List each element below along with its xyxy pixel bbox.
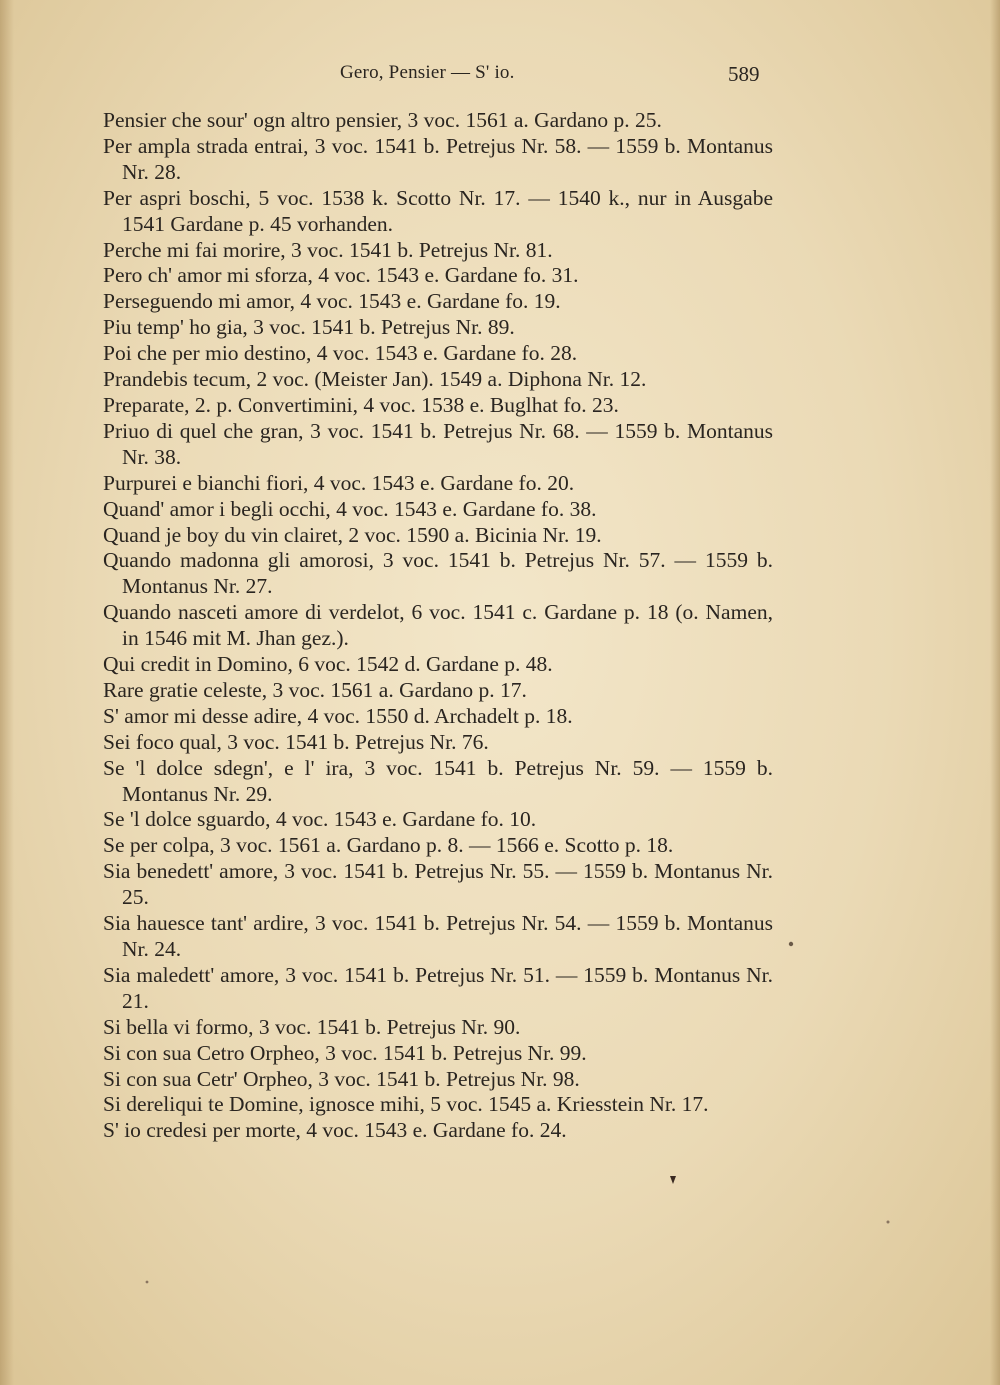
index-entry-list — [103, 108, 773, 1144]
index-entry: Qui credit in Domino, 6 voc. 1542 d. Gardane p. 48. — [103, 652, 553, 677]
index-entry: Si bella vi formo, 3 voc. 1541 b. Petrejus Nr. 90. — [103, 1014, 521, 1039]
page-edge-shadow-right — [990, 0, 1000, 1385]
index-entry: Preparate, 2. p. Convertimini, 4 voc. 1538 e. Buglhat fo. 23. — [103, 392, 619, 417]
index-entry: Piu temp' ho gia, 3 voc. 1541 b. Petrejus Nr. 89. — [103, 315, 515, 340]
speck — [146, 1281, 149, 1284]
index-entry: Priuo di quel che gran, 3 voc. 1541 b. Petrejus Nr. 68. — 1559 b. Montanus Nr. 38. — [103, 418, 773, 469]
index-entry: S' io credesi per morte, 4 voc. 1543 e. Gardane fo. 24. — [103, 1118, 567, 1143]
page-number: 589 — [728, 62, 760, 86]
index-entry: Prandebis tecum, 2 voc. (Meister Jan). 1549 a. Diphona Nr. 12. — [103, 367, 647, 392]
index-entry: Per ampla strada entrai, 3 voc. 1541 b. Petrejus Nr. 58. — 1559 b. Montanus Nr. 28. — [103, 133, 773, 184]
running-head: Gero, Pensier — S' io. — [340, 62, 515, 83]
index-entry: Pero ch' amor mi sforza, 4 voc. 1543 e. Gardane fo. 31. — [103, 263, 579, 288]
index-entry: Quand' amor i begli occhi, 4 voc. 1543 e. Gardane fo. 38. — [103, 496, 597, 521]
index-entry: Rare gratie celeste, 3 voc. 1561 a. Gardano p. 17. — [103, 677, 527, 702]
index-entry: Perche mi fai morire, 3 voc. 1541 b. Petrejus Nr. 81. — [103, 237, 553, 262]
index-entry: S' amor mi desse adire, 4 voc. 1550 d. Archadelt p. 18. — [103, 703, 573, 728]
index-entry: Pensier che sour' ogn altro pensier, 3 voc. 1561 a. Gardano p. 25. — [103, 108, 662, 132]
index-entry: Per aspri boschi, 5 voc. 1538 k. Scotto Nr. 17. — 1540 k., nur in Ausgabe 1541 Gardane p. 45 vorhanden. — [103, 185, 773, 236]
speck — [670, 1176, 676, 1184]
index-entry: Quand je boy du vin clairet, 2 voc. 1590 a. Bicinia Nr. 19. — [103, 522, 602, 547]
index-entry: Sia maledett' amore, 3 voc. 1541 b. Petrejus Nr. 51. — 1559 b. Montanus Nr. 21. — [103, 962, 773, 1013]
index-entry: Quando nasceti amore di verdelot, 6 voc. 1541 c. Gardane p. 18 (o. Namen, in 1546 mit M. Jhan gez.). — [103, 600, 773, 651]
index-entry: Sei foco qual, 3 voc. 1541 b. Petrejus Nr. 76. — [103, 729, 489, 754]
index-entry: Si con sua Cetro Orpheo, 3 voc. 1541 b. Petrejus Nr. 99. — [103, 1040, 587, 1065]
index-entry: Se 'l dolce sguardo, 4 voc. 1543 e. Gardane fo. 10. — [103, 807, 537, 832]
index-entry: Purpurei e bianchi fiori, 4 voc. 1543 e. Gardane fo. 20. — [103, 470, 575, 495]
index-entry: Se 'l dolce sdegn', e l' ira, 3 voc. 1541 b. Petrejus Nr. 59. — 1559 b. Montanus Nr. 29. — [103, 755, 773, 806]
index-entry: Poi che per mio destino, 4 voc. 1543 e. Gardane fo. 28. — [103, 341, 578, 366]
index-entry: Sia benedett' amore, 3 voc. 1541 b. Petrejus Nr. 55. — 1559 b. Montanus Nr. 25. — [103, 859, 773, 910]
speck — [887, 1221, 890, 1224]
speck — [789, 942, 793, 946]
index-entry: Quando madonna gli amorosi, 3 voc. 1541 b. Petrejus Nr. 57. — 1559 b. Montanus Nr. 27. — [103, 548, 773, 599]
index-entry: Si con sua Cetr' Orpheo, 3 voc. 1541 b. Petrejus Nr. 98. — [103, 1066, 580, 1091]
page-edge-shadow-left — [0, 0, 14, 1385]
index-entry: Perseguendo mi amor, 4 voc. 1543 e. Gardane fo. 19. — [103, 289, 561, 314]
index-entry: Se per colpa, 3 voc. 1561 a. Gardano p. 8. — 1566 e. Scotto p. 18. — [103, 833, 674, 858]
index-entry: Si dereliqui te Domine, ignosce mihi, 5 voc. 1545 a. Kriesstein Nr. 17. — [103, 1092, 709, 1117]
index-entry: Sia hauesce tant' ardire, 3 voc. 1541 b. Petrejus Nr. 54. — 1559 b. Montanus Nr. 24. — [103, 911, 773, 961]
